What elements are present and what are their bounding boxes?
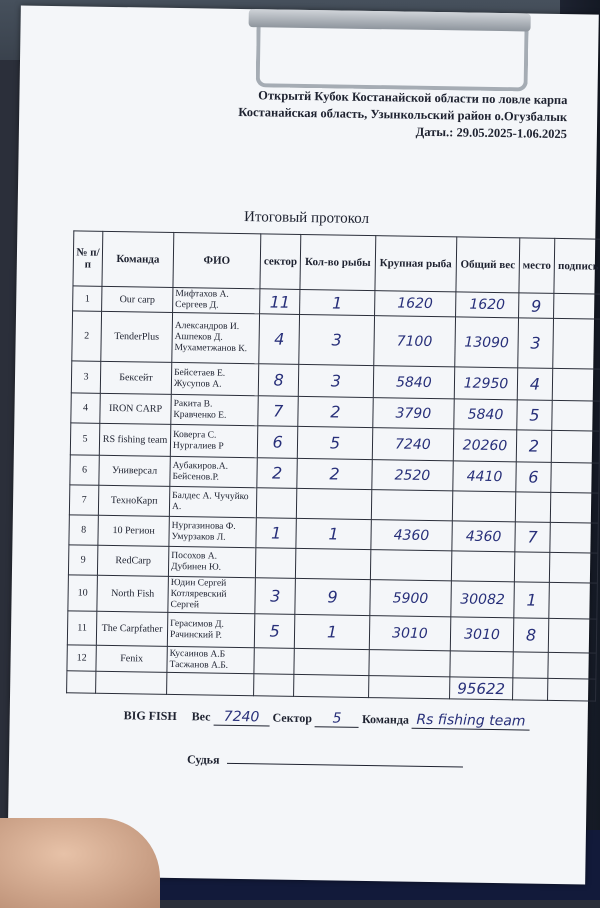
row-signature bbox=[551, 462, 600, 493]
table-row bbox=[72, 311, 600, 369]
row-total-weight: 1620 bbox=[456, 292, 519, 318]
row-place: 2 bbox=[516, 430, 551, 463]
row-number: 9 bbox=[68, 545, 97, 575]
row-signature bbox=[549, 582, 598, 619]
totals-empty-cell bbox=[96, 671, 167, 694]
row-place bbox=[514, 552, 549, 583]
header-dates: Даты.: 29.05.2025-1.06.2025 bbox=[415, 124, 568, 142]
totals-empty-cell bbox=[368, 676, 450, 699]
row-big-fish: 7100 bbox=[373, 316, 455, 367]
row-number: 4 bbox=[71, 393, 100, 423]
row-team: North Fish bbox=[97, 575, 169, 612]
row-total-weight bbox=[451, 551, 514, 582]
totals-empty-cell bbox=[294, 674, 369, 697]
row-count bbox=[296, 548, 371, 579]
row-total-weight: 3010 bbox=[450, 617, 513, 652]
row-sector bbox=[256, 488, 297, 519]
row-number: 2 bbox=[72, 311, 102, 361]
document-title: Итоговый протокол bbox=[243, 209, 370, 228]
row-number: 12 bbox=[67, 645, 96, 671]
row-fio: Аубакиров.А. Бейсенов.Р. bbox=[170, 456, 257, 487]
row-team: Our carp bbox=[102, 286, 173, 312]
col-big-fish: Крупная рыба bbox=[375, 236, 457, 292]
row-place: 5 bbox=[517, 400, 552, 431]
row-total-weight: 20260 bbox=[453, 429, 516, 462]
row-number: 3 bbox=[71, 361, 100, 393]
row-team: Бексейт bbox=[100, 361, 171, 394]
judge-signature-line bbox=[227, 751, 463, 768]
bigfish-sector-label: Сектор bbox=[272, 710, 313, 726]
row-total-weight: 13090 bbox=[455, 317, 519, 368]
col-team: Команда bbox=[102, 231, 174, 287]
row-count: 3 bbox=[299, 364, 374, 397]
row-fio: Герасимов Д. Рачинский Р. bbox=[167, 612, 255, 647]
row-count: 9 bbox=[295, 578, 370, 615]
row-fio: Ракита В. Кравченко Е. bbox=[171, 394, 258, 425]
totals-empty-cell bbox=[512, 678, 547, 701]
row-sector: 5 bbox=[254, 614, 295, 649]
row-team: The Carpfather bbox=[96, 611, 168, 646]
row-sector: 1 bbox=[256, 518, 297, 549]
judge-line bbox=[187, 750, 463, 771]
row-big-fish: 5840 bbox=[373, 366, 455, 399]
row-count: 3 bbox=[299, 314, 374, 365]
row-fio: Александров И. Ашпеков Д. Мухаметжанов К. bbox=[172, 312, 260, 363]
bigfish-weight: 7240 bbox=[213, 709, 269, 727]
table-body bbox=[67, 286, 600, 701]
row-team: RedCarp bbox=[97, 545, 168, 576]
totals-empty-cell bbox=[67, 671, 96, 693]
row-count: 2 bbox=[298, 396, 373, 427]
totals-empty-cell bbox=[547, 678, 595, 701]
row-big-fish: 2520 bbox=[372, 460, 454, 491]
totals-empty-cell bbox=[167, 672, 254, 695]
row-big-fish bbox=[370, 550, 452, 581]
row-big-fish bbox=[369, 650, 451, 677]
col-signature: подпись bbox=[554, 238, 600, 294]
results-table bbox=[66, 230, 600, 701]
row-place: 7 bbox=[515, 522, 550, 553]
row-place bbox=[513, 652, 548, 679]
row-signature bbox=[548, 618, 597, 653]
row-team: ТехноКарп bbox=[98, 485, 169, 516]
row-number: 8 bbox=[69, 515, 98, 545]
clipboard-clip bbox=[248, 9, 531, 93]
row-place bbox=[515, 492, 550, 523]
document-page bbox=[7, 6, 599, 885]
bigfish-label: BIG FISH bbox=[123, 708, 177, 724]
col-sector: сектор bbox=[260, 234, 301, 290]
bigfish-sector: 5 bbox=[315, 710, 359, 728]
row-signature bbox=[550, 492, 599, 523]
row-place: 3 bbox=[518, 318, 554, 369]
grand-total: 95622 bbox=[450, 677, 513, 700]
row-count: 1 bbox=[300, 289, 375, 315]
row-signature bbox=[550, 522, 599, 553]
col-place: место bbox=[519, 238, 555, 294]
header-location: Костанайская область, Узынкольский район о.Огузбалык bbox=[238, 104, 568, 125]
col-count: Кол-во рыбы bbox=[300, 234, 375, 290]
row-fio: Бейсетаев Е. Жусупов А. bbox=[171, 362, 258, 395]
row-count: 5 bbox=[298, 426, 373, 459]
col-number: № п/п bbox=[73, 231, 103, 286]
row-fio: Балдес А. Чучуйко А. bbox=[169, 486, 256, 517]
bigfish-team-label: Команда bbox=[361, 711, 410, 727]
hand-thumb bbox=[0, 818, 160, 908]
row-total-weight bbox=[450, 651, 513, 678]
row-sector bbox=[255, 548, 296, 579]
table-header-row bbox=[73, 231, 600, 294]
row-team: IRON CARP bbox=[100, 393, 171, 424]
col-fio: ФИО bbox=[173, 232, 261, 288]
row-big-fish: 1620 bbox=[374, 291, 456, 317]
row-fio: Кусаинов А.Б Тасжанов А.Б. bbox=[167, 646, 254, 673]
row-count bbox=[297, 488, 372, 519]
row-sector: 3 bbox=[255, 578, 296, 615]
row-total-weight bbox=[452, 491, 515, 522]
row-count: 2 bbox=[297, 458, 372, 489]
row-place: 1 bbox=[514, 582, 550, 619]
row-signature bbox=[548, 652, 596, 679]
row-signature bbox=[552, 368, 600, 401]
row-place: 6 bbox=[516, 462, 551, 493]
row-total-weight: 30082 bbox=[451, 581, 514, 618]
row-big-fish: 7240 bbox=[372, 428, 454, 461]
row-sector: 7 bbox=[258, 396, 299, 427]
row-fio: Коверга С. Нургалиев Р bbox=[170, 424, 257, 457]
row-big-fish: 4360 bbox=[371, 520, 453, 551]
row-number: 10 bbox=[68, 575, 98, 611]
header-event: Открытй Кубок Костанайской области по ловле карпа bbox=[258, 88, 568, 108]
row-sector: 6 bbox=[257, 426, 298, 459]
row-place: 8 bbox=[513, 618, 549, 653]
row-count: 1 bbox=[296, 518, 371, 549]
row-signature bbox=[549, 552, 598, 583]
row-total-weight: 12950 bbox=[454, 367, 517, 400]
row-signature bbox=[553, 318, 600, 369]
bigfish-line bbox=[124, 707, 530, 730]
row-fio: Посохов А. Дубинен Ю. bbox=[168, 546, 255, 577]
row-signature bbox=[552, 400, 600, 431]
row-total-weight: 5840 bbox=[454, 399, 517, 430]
row-signature bbox=[551, 430, 600, 463]
row-big-fish: 5900 bbox=[370, 580, 452, 617]
totals-empty-cell bbox=[254, 674, 295, 697]
row-sector: 4 bbox=[259, 314, 300, 365]
row-count: 1 bbox=[295, 614, 370, 649]
row-fio: Мифтахов А. Сергеев Д. bbox=[173, 287, 260, 313]
document-header bbox=[238, 87, 568, 143]
row-team: TenderPlus bbox=[101, 311, 173, 362]
row-place: 4 bbox=[517, 368, 552, 401]
row-number: 6 bbox=[70, 455, 99, 485]
row-fio: Юдин Сергей Котляревский Сергей bbox=[168, 576, 256, 613]
row-signature bbox=[553, 293, 600, 319]
row-total-weight: 4360 bbox=[452, 521, 515, 552]
row-number: 1 bbox=[73, 286, 102, 311]
row-team: 10 Регион bbox=[98, 515, 169, 546]
judge-label: Судья bbox=[186, 752, 220, 767]
row-number: 5 bbox=[70, 423, 99, 455]
row-team: RS fishing team bbox=[99, 423, 170, 456]
row-fio: Нургазинова Ф. Умурзаков Л. bbox=[169, 516, 256, 547]
bigfish-weight-label: Вес bbox=[191, 709, 211, 724]
row-team: Универсал bbox=[99, 455, 170, 486]
row-sector: 2 bbox=[257, 458, 298, 489]
row-place: 9 bbox=[518, 293, 553, 319]
row-big-fish: 3010 bbox=[369, 616, 451, 651]
row-number: 11 bbox=[67, 611, 97, 645]
row-count bbox=[294, 648, 369, 675]
row-sector bbox=[254, 648, 295, 675]
row-sector: 8 bbox=[258, 364, 299, 397]
row-big-fish bbox=[371, 490, 453, 521]
row-total-weight: 4410 bbox=[453, 461, 516, 492]
row-sector: 11 bbox=[260, 289, 301, 315]
row-number: 7 bbox=[69, 485, 98, 515]
row-big-fish: 3790 bbox=[372, 398, 454, 429]
row-team: Fenix bbox=[96, 645, 167, 672]
col-total-weight: Общий вес bbox=[456, 237, 520, 293]
bigfish-team: Rs fishing team bbox=[412, 712, 530, 731]
